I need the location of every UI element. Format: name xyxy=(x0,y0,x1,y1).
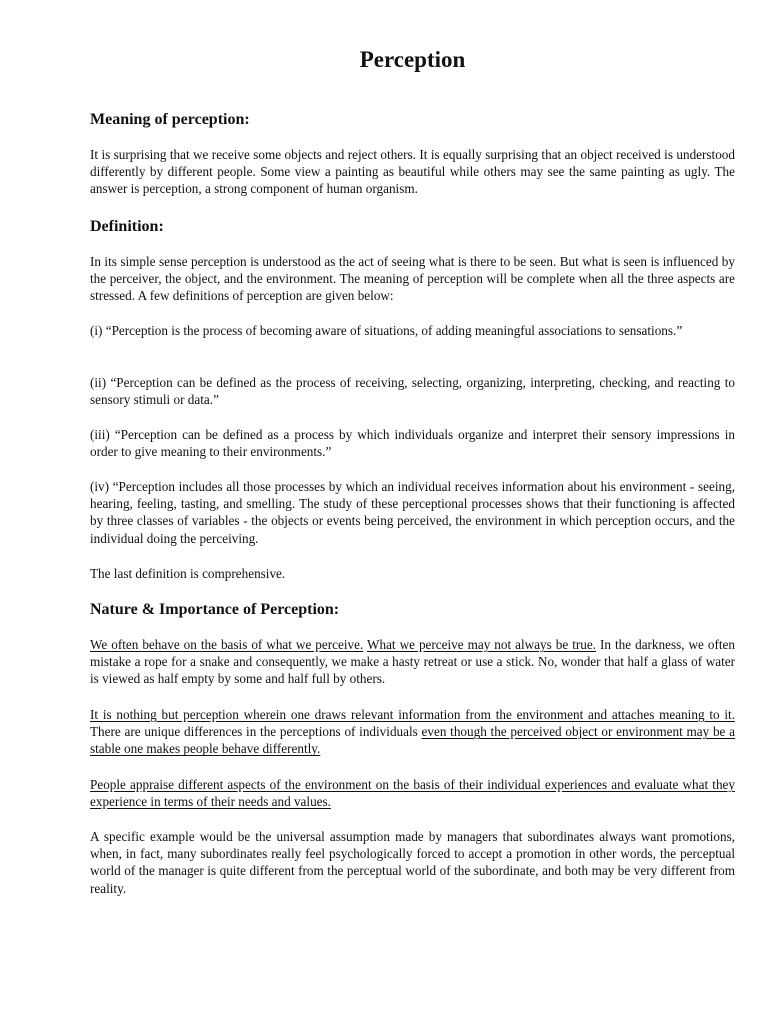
definition-4: (iv) “Perception includes all those processes by which an individual receives information about his environment - seeing, hearing, feeling, tasting, and smelling. The study of these perceptional processes shows that their functioning is affected by three classes of variables - the objects or events being perceived, the environment in which perception occurs, and the individual doing the perceiving. xyxy=(90,479,735,546)
paragraph-nature-4: A specific example would be the universal assumption made by managers that subordinates always want promotions, when, in fact, many subordinates really feel psychologically forced to accept a promotion in other words, the perceptual world of the manager is quite different from the perceptual world of the subordinate, and both may be very different from reality. xyxy=(90,829,735,896)
heading-definition: Definition: xyxy=(90,218,164,235)
paragraph-nature-2 xyxy=(90,706,735,758)
definition-1: (i) “Perception is the process of becoming aware of situations, of adding meaningful associations to sensations.” xyxy=(90,323,683,338)
underlined-text: It is nothing but perception wherein one draws relevant information from the environment and attaches meaning to it. xyxy=(90,707,735,722)
underlined-text: We often behave on the basis of what we perceive. xyxy=(90,637,364,652)
text-run: In the darkness, we often mistake a rope for a snake and consequently, we make a hasty retreat or use a stick. No, wonder that half a glass of water is viewed as half empty by some and half full by others. xyxy=(90,637,736,687)
paragraph-comprehensive: The last definition is comprehensive. xyxy=(90,566,286,581)
underlined-text: What we perceive may not always be true. xyxy=(367,637,597,652)
definition-3: (iii) “Perception can be defined as a process by which individuals organize and interpret their sensory impressions in order to give meaning to their environments.” xyxy=(90,427,735,460)
paragraph-definition-intro: In its simple sense perception is understood as the act of seeing what is there to be seen. But what is seen is influenced by the perceiver, the object, and the environment. The meaning of perception will be complete when all the three aspects are stressed. A few definitions of perception are given below: xyxy=(90,254,735,304)
paragraph-nature-1 xyxy=(90,636,735,688)
underlined-text: even though the perceived object or environment may be a stable one makes people behave differently. xyxy=(90,724,735,757)
text-run: There are unique differences in the perceptions of individuals xyxy=(90,724,422,740)
definition-2: (ii) “Perception can be defined as the process of receiving, selecting, organizing, interpreting, checking, and reacting to sensory stimuli or data.” xyxy=(90,375,735,408)
paragraph-nature-3 xyxy=(90,776,735,810)
page-title: Perception xyxy=(359,47,466,72)
heading-meaning: Meaning of perception: xyxy=(90,111,250,128)
underlined-text: People appraise different aspects of the environment on the basis of their individual experiences and evaluate what they experience in terms of their needs and values. xyxy=(90,777,735,810)
heading-nature: Nature & Importance of Perception: xyxy=(90,601,340,618)
paragraph-meaning: It is surprising that we receive some objects and reject others. It is equally surprising that an object received is understood differently by different people. Some view a painting as beautiful while others may see the same painting as ugly. The answer is perception, a strong component of human organism. xyxy=(90,147,735,197)
